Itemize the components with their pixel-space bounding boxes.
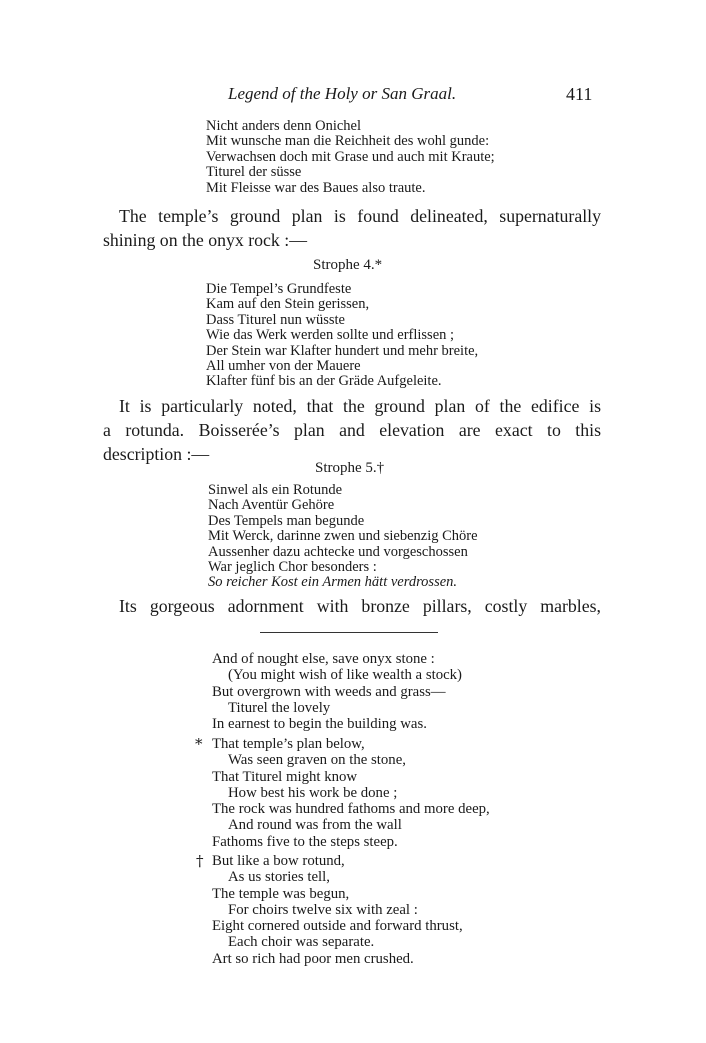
footnote-line: Was seen graven on the stone, [228, 752, 406, 769]
footnote-dagger-marker: † [196, 852, 204, 870]
verse-line: Sinwel als ein Rotunde [208, 482, 343, 498]
verse-line: Mit wunsche man die Reichheit des wohl gunde: [206, 133, 490, 150]
paragraph-line: The temple’s ground plan is found delineated, supernaturally [119, 206, 601, 226]
footnote-line: Titurel the lovely [228, 699, 331, 716]
paragraph-rotunda [103, 394, 601, 466]
verse-line: Klafter fünf bis an der Gräde Aufgeleite. [206, 373, 442, 390]
footnote-translation-strophe-5 [212, 853, 463, 967]
page-number: 411 [566, 84, 593, 104]
footnote-line: As us stories tell, [228, 869, 330, 886]
verse-line: Dass Titurel nun wüsste [206, 311, 345, 328]
verse-line: Mit Fleisse war des Baues also traute. [206, 179, 426, 196]
paragraph-line: description :— [103, 444, 210, 464]
verse-line: All umher von der Mauere [206, 358, 361, 375]
verse-line: Verwachsen doch mit Grase und auch mit Kraute; [206, 148, 495, 165]
footnote-line: The temple was begun, [212, 885, 350, 902]
footnote-line: (You might wish of like wealth a stock) [228, 667, 462, 684]
paragraph-line: a rotunda. Boisserée’s plan and elevation are exact to this [103, 420, 601, 440]
strophe-5-verse [208, 483, 478, 591]
footnote-line: Each choir was separate. [228, 934, 375, 951]
footnote-line: The rock was hundred fathoms and more deep, [212, 801, 490, 818]
strophe-4-heading: Strophe 4.* [313, 257, 383, 273]
footnote-line: But overgrown with weeds and grass— [212, 683, 446, 700]
footnote-line: Art so rich had poor men crushed. [212, 950, 414, 967]
footnote-line: And round was from the wall [228, 817, 402, 834]
verse-line: So reicher Kost ein Armen hätt verdrossen. [208, 574, 458, 591]
verse-line: Des Tempels man begunde [208, 512, 365, 529]
strophe-5-heading: Strophe 5.† [315, 460, 385, 476]
strophe-4-verse [206, 282, 478, 390]
paragraph-ground-plan [103, 204, 601, 252]
footnote-asterisk-marker: * [195, 735, 203, 753]
footnote-line: For choirs twelve six with zeal : [228, 901, 418, 918]
verse-line: Kam auf den Stein gerissen, [206, 296, 370, 313]
verse-line: Wie das Werk werden sollte und erflissen ; [206, 327, 455, 344]
verse-line: Der Stein war Klafter hundert und mehr breite, [206, 342, 479, 359]
verse-line: Die Tempel’s Grundfeste [206, 281, 352, 297]
verse-line: Aussenher dazu achtecke und vorgeschossen [208, 543, 468, 560]
paragraph-adornment [103, 594, 601, 618]
footnote-line: Eight cornered outside and forward thrust, [212, 918, 463, 935]
footnote-line: How best his work be done ; [228, 784, 398, 801]
verse-line: Mit Werck, darinne zwen und siebenzig Chöre [208, 528, 478, 545]
footnote-line: But like a bow rotund, [212, 853, 345, 869]
footnote-line: That Titurel might know [212, 768, 358, 785]
footnote-line: That temple’s plan below, [212, 736, 365, 752]
paragraph-line: It is particularly noted, that the ground plan of the edifice is [119, 396, 601, 416]
verse-block-opening [206, 119, 495, 196]
verse-line: Nicht anders denn Onichel [206, 118, 362, 134]
verse-line: War jeglich Chor besonders : [208, 559, 377, 576]
footnote-line: Fathoms five to the steps steep. [212, 833, 398, 850]
verse-line: Nach Aventür Gehöre [208, 497, 335, 514]
paragraph-line: shining on the onyx rock :— [103, 230, 307, 250]
footnote-translation-opening [212, 651, 462, 732]
paragraph-line: Its gorgeous adornment with bronze pillars, costly marbles, [119, 596, 601, 616]
footnote-line: And of nought else, save onyx stone : [212, 651, 435, 667]
running-header-title: Legend of the Holy or San Graal. [228, 84, 457, 103]
verse-line: Titurel der süsse [206, 164, 302, 181]
footnote-line: In earnest to begin the building was. [212, 716, 427, 733]
footnote-translation-strophe-4 [212, 736, 490, 850]
footnote-separator-rule [260, 632, 438, 633]
